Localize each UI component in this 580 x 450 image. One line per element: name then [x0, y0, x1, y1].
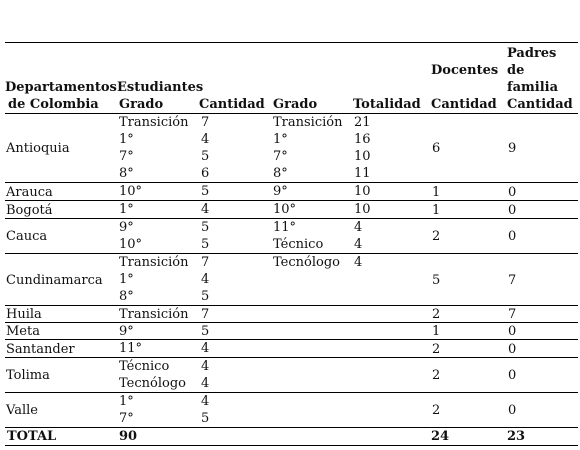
grados-value: 8° [119, 166, 134, 181]
grados2-value: 9° [273, 184, 288, 199]
header-docentes: Docentes [431, 63, 499, 78]
grados-value: Transición [119, 115, 189, 130]
dept-cell: Tolima [6, 368, 50, 383]
cantidades-value: 5 [201, 149, 210, 164]
padres-cell: 7 [508, 273, 517, 288]
totalidades-stack [354, 254, 362, 271]
cantidades-stack [201, 201, 209, 218]
totalidades-stack [354, 114, 371, 182]
grados-stack [119, 340, 142, 357]
header-departamentos-line2: de Colombia [8, 97, 99, 112]
grados2-value: 11° [273, 220, 297, 235]
cantidades-value: 5 [201, 220, 210, 235]
grados-value: Técnico [119, 359, 170, 374]
totalidades-value: 16 [354, 132, 371, 147]
grados-stack [119, 254, 188, 305]
header-cantidad-1: Cantidad [199, 97, 265, 112]
row-rule [5, 305, 578, 306]
cantidades-stack [201, 340, 209, 357]
cantidades-stack [201, 306, 209, 323]
header-departamentos-line1: Departamentos [5, 80, 117, 95]
totalidades-value: 21 [354, 115, 371, 130]
grados-value: Tecnólogo [119, 376, 186, 391]
total-label: TOTAL [7, 429, 57, 444]
cantidades-value: 6 [201, 166, 210, 181]
grados2-value: Transición [273, 115, 343, 130]
dept-cell: Cauca [6, 229, 48, 244]
grados2-value: 1° [273, 132, 288, 147]
header-totalidad: Totalidad [353, 97, 421, 112]
grados-value: 1° [119, 202, 134, 217]
cantidades-stack [201, 183, 209, 200]
totalidades-value: 4 [354, 255, 363, 270]
grados2-stack [273, 183, 288, 200]
cantidades-value: 4 [201, 202, 210, 217]
totalidades-value: 10 [354, 202, 371, 217]
docentes-cell: 2 [432, 368, 441, 383]
header-padres [507, 45, 558, 96]
totalidades-value: 10 [354, 149, 371, 164]
dept-cell: Bogotá [6, 203, 53, 218]
grados-value: Transición [119, 255, 189, 270]
header-cantidad-docentes: Cantidad [431, 97, 497, 112]
header-cantidad-padres: Cantidad [507, 97, 573, 112]
table-bottom-rule [5, 445, 578, 446]
grados2-stack [273, 114, 342, 182]
cantidades-stack [201, 323, 209, 340]
grados2-value: 7° [273, 149, 288, 164]
cantidades-value: 5 [201, 184, 210, 199]
grados-stack [119, 201, 134, 218]
cantidades-value: 4 [201, 272, 210, 287]
padres-cell: 0 [508, 185, 517, 200]
grados-value: 7° [119, 149, 134, 164]
cantidades-value: 5 [201, 324, 210, 339]
row-rule [5, 392, 578, 393]
docentes-cell: 6 [432, 141, 441, 156]
totalidades-value: 11 [354, 166, 371, 181]
grados-stack [119, 219, 142, 253]
cantidades-value: 7 [201, 307, 210, 322]
cantidades-value: 4 [201, 359, 210, 374]
grados-value: 10° [119, 237, 143, 252]
cantidades-stack [201, 358, 209, 392]
dept-cell: Arauca [6, 185, 53, 200]
docentes-cell: 2 [432, 342, 441, 357]
padres-cell: 9 [508, 141, 517, 156]
header-estudiantes: Estudiantes [117, 80, 204, 95]
grados-value: 7° [119, 411, 134, 426]
totalidades-stack [354, 183, 371, 200]
docentes-cell: 5 [432, 273, 441, 288]
dept-cell: Antioquia [6, 141, 70, 156]
grados2-stack [273, 219, 323, 253]
grados-value: 9° [119, 220, 134, 235]
docentes-cell: 2 [432, 229, 441, 244]
docentes-cell: 2 [432, 403, 441, 418]
grados-value: 1° [119, 394, 134, 409]
dept-cell: Cundinamarca [6, 273, 103, 288]
header-grado-1: Grado [119, 97, 164, 112]
grados-value: 9° [119, 324, 134, 339]
grados-stack [119, 114, 188, 182]
total-padres: 23 [507, 429, 526, 444]
padres-cell: 0 [508, 324, 517, 339]
cantidades-value: 7 [201, 115, 210, 130]
row-rule [5, 357, 578, 358]
dept-cell: Huila [6, 307, 42, 322]
grados2-stack [273, 254, 340, 271]
row-rule [5, 339, 578, 340]
padres-cell: 0 [508, 342, 517, 357]
grados2-stack [273, 201, 296, 218]
docentes-cell: 1 [432, 185, 441, 200]
padres-cell: 0 [508, 403, 517, 418]
totalidades-stack [354, 219, 362, 253]
cantidades-stack [201, 114, 209, 182]
row-rule [5, 427, 578, 428]
grados-value: Transición [119, 307, 189, 322]
grados-stack [119, 183, 142, 200]
grados-value: 11° [119, 341, 143, 356]
total-estudiantes: 90 [119, 429, 138, 444]
grados-stack [119, 306, 188, 323]
cantidades-stack [201, 254, 209, 305]
padres-cell: 7 [508, 307, 517, 322]
cantidades-value: 4 [201, 132, 210, 147]
docentes-cell: 1 [432, 203, 441, 218]
docentes-cell: 2 [432, 307, 441, 322]
dept-cell: Valle [6, 403, 38, 418]
padres-cell: 0 [508, 203, 517, 218]
cantidades-value: 7 [201, 255, 210, 270]
totalidades-value: 4 [354, 220, 363, 235]
total-docentes: 24 [431, 429, 450, 444]
grados-stack [119, 393, 134, 427]
header-departamentos [5, 79, 117, 113]
cantidades-value: 4 [201, 376, 210, 391]
grados2-value: Técnico [273, 237, 324, 252]
grados-value: 8° [119, 289, 134, 304]
cantidades-value: 4 [201, 341, 210, 356]
totalidades-stack [354, 201, 371, 218]
grados-stack [119, 323, 134, 340]
header-padres-line2: de [507, 63, 525, 78]
grados2-value: Tecnólogo [273, 255, 340, 270]
cantidades-value: 5 [201, 289, 210, 304]
dept-cell: Santander [6, 342, 75, 357]
cantidades-value: 4 [201, 394, 210, 409]
cantidades-value: 5 [201, 237, 210, 252]
row-rule [5, 322, 578, 323]
totalidades-value: 10 [354, 184, 371, 199]
header-padres-line3: familia [507, 80, 559, 95]
cantidades-stack [201, 219, 209, 253]
docentes-cell: 1 [432, 324, 441, 339]
grados-value: 1° [119, 272, 134, 287]
padres-cell: 0 [508, 229, 517, 244]
header-padres-line1: Padres [507, 46, 557, 61]
grados-value: 1° [119, 132, 134, 147]
header-grado-2: Grado [273, 97, 318, 112]
grados-value: 10° [119, 184, 143, 199]
row-rule [5, 182, 578, 183]
table-top-rule [5, 42, 578, 43]
totalidades-value: 4 [354, 237, 363, 252]
dept-cell: Meta [6, 324, 40, 339]
grados2-value: 10° [273, 202, 297, 217]
grados2-value: 8° [273, 166, 288, 181]
padres-cell: 0 [508, 368, 517, 383]
cantidades-stack [201, 393, 209, 427]
grados-stack [119, 358, 186, 392]
cantidades-value: 5 [201, 411, 210, 426]
